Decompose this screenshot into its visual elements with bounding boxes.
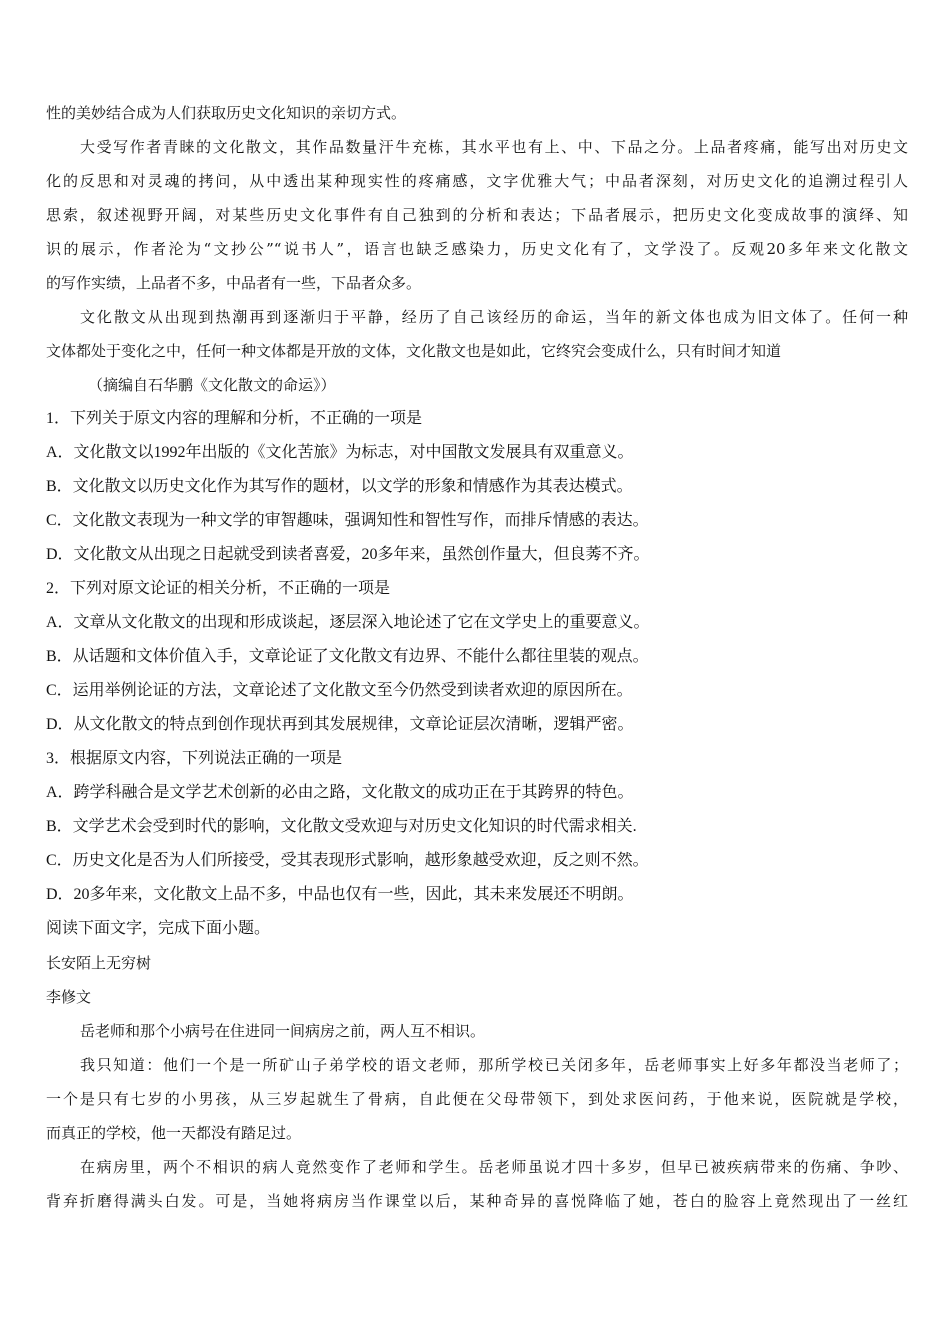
question-2-option-c: C．运用举例论证的方法，文章论述了文化散文至今仍然受到读者欢迎的原因所在。 [46, 682, 633, 699]
question-3-option-b: B．文学艺术会受到时代的影响，文化散文受欢迎与对历史文化知识的时代需求相关. [46, 818, 637, 835]
passage2-p2-line: 而真正的学校，他一天都没有踏足过。 [46, 1124, 302, 1142]
passage1-source: （摘编自石华鹏《文化散文的命运》） [88, 376, 336, 394]
passage1-p2-line: 大受写作者青睐的文化散文，其作品数量汗牛充栋，其水平也有上、中、下品之分。上品者疼痛，能写出对历史文 [80, 138, 908, 156]
passage1-p2-line: 识的展示，作者沦为“文抄公”“说书人”，语言也缺乏感染力，历史文化有了，文学没了。反观20多年来文化散文 [46, 240, 908, 258]
passage1-line0: 性的美妙结合成为人们获取历史文化知识的亲切方式。 [46, 104, 407, 122]
question-2-stem: 2．下列对原文论证的相关分析，不正确的一项是 [46, 580, 391, 597]
passage2-p3-line: 在病房里，两个不相识的病人竟然变作了老师和学生。岳老师虽说才四十多岁，但早已被疾病带来的伤痛、争吵、 [80, 1158, 908, 1176]
passage1-p2-line: 思索，叙述视野开阔，对某些历史文化事件有自己独到的分析和表达；下品者展示，把历史文化变成故事的演绎、知 [46, 206, 908, 224]
passage2-title: 长安陌上无穷树 [46, 954, 152, 972]
passage2-instruction: 阅读下面文字，完成下面小题。 [46, 920, 271, 937]
question-1-option-a: A．文化散文以1992年出版的《文化苦旅》为标志，对中国散文发展具有双重意义。 [46, 444, 634, 461]
question-1-option-c: C．文化散文表现为一种文学的审智趣味，强调知性和智性写作，而排斥情感的表达。 [46, 512, 649, 529]
passage1-p3-line: 文化散文从出现到热潮再到逐渐归于平静，经历了自己该经历的命运，当年的新文体也成为旧文体了。任何一种 [80, 308, 908, 326]
question-1-option-b: B．文化散文以历史文化作为其写作的题材，以文学的形象和情感作为其表达模式。 [46, 478, 633, 495]
document-page [46, 96, 908, 1218]
passage2-p2-line: 我只知道：他们一个是一所矿山子弟学校的语文老师，那所学校已关闭多年，岳老师事实上好多年都没当老师了； [80, 1056, 908, 1074]
passage2-p2-line: 一个是只有七岁的小男孩，从三岁起就生了骨病，自此便在父母带领下，到处求医问药，于他来说，医院就是学校， [46, 1090, 908, 1108]
question-3-option-c: C．历史文化是否为人们所接受，受其表现形式影响，越形象越受欢迎，反之则不然。 [46, 852, 649, 869]
question-2-option-a: A．文章从文化散文的出现和形成谈起，逐层深入地论述了它在文学史上的重要意义。 [46, 614, 650, 631]
question-3-option-d: D．20多年来，文化散文上品不多，中品也仅有一些，因此，其未来发展还不明朗。 [46, 886, 634, 903]
passage1-p2-line: 化的反思和对灵魂的拷问，从中透出某种现实性的疼痛感，文字优雅大气；中品者深刻，对历史文化的追溯过程引人 [46, 172, 908, 190]
passage1-p2-line: 的写作实绩，上品者不多，中品者有一些，下品者众多。 [46, 274, 422, 292]
question-3-stem: 3．根据原文内容，下列说法正确的一项是 [46, 750, 343, 767]
passage2-p1: 岳老师和那个小病号在住进同一间病房之前，两人互不相识。 [80, 1022, 486, 1040]
question-2-option-b: B．从话题和文体价值入手，文章论证了文化散文有边界、不能什么都往里装的观点。 [46, 648, 649, 665]
passage2-p3-line: 背弃折磨得满头白发。可是，当她将病房当作课堂以后，某种奇异的喜悦降临了她，苍白的脸容上竟然现出了一丝红 [46, 1192, 908, 1210]
passage1-p3-line: 文体都处于变化之中，任何一种文体都是开放的文体，文化散文也是如此，它终究会变成什么，只有时间才知道 [46, 342, 782, 360]
question-3-option-a: A．跨学科融合是文学艺术创新的必由之路，文化散文的成功正在于其跨界的特色。 [46, 784, 634, 801]
question-2-option-d: D．从文化散文的特点到创作现状再到其发展规律，文章论证层次清晰，逻辑严密。 [46, 716, 634, 733]
question-1-option-d: D．文化散文从出现之日起就受到读者喜爱，20多年来，虽然创作量大，但良莠不齐。 [46, 546, 650, 563]
question-1-stem: 1．下列关于原文内容的理解和分析，不正确的一项是 [46, 410, 423, 427]
passage2-author: 李修文 [46, 988, 92, 1006]
